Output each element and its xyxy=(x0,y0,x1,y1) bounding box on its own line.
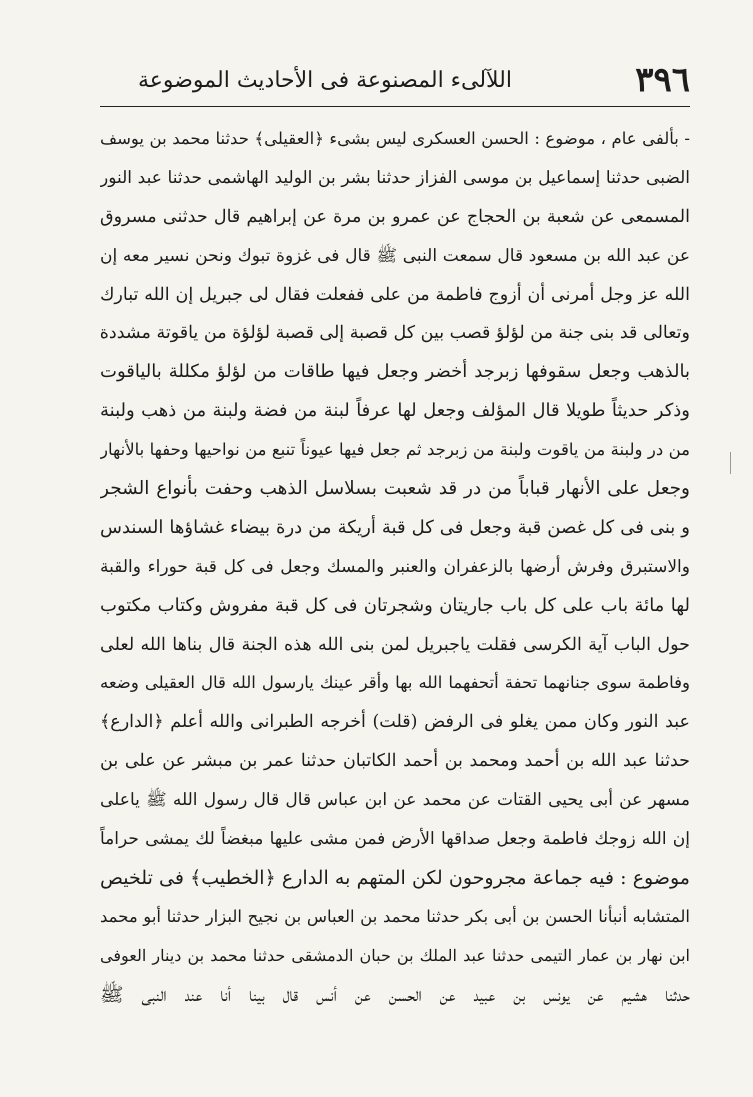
margin-mark xyxy=(730,452,731,474)
text-line: إن الله زوجك فاطمة وجعل صداقها الأرض فمن مشى عليها مبغضاً لك يمشى حراماً xyxy=(100,829,690,850)
text-line: من در ولبنة من ياقوت ولبنة من زبرجد ثم جعل فيها عيوناً تنبع من نواحيها وحفها بالأنهار xyxy=(100,440,690,460)
text-line: مسهر عن أبى يحيى القتات عن محمد عن ابن عباس قال قال رسول الله ﷺ ياعلى xyxy=(100,790,690,811)
header-rule xyxy=(100,106,690,107)
running-title: اللآلىء المصنوعة فى الأحاديث الموضوعة xyxy=(137,68,512,93)
text-line: حول الباب آية الكرسى فقلت ياجبريل لمن بنى الله هذه الجنة قال بناها الله لعلى xyxy=(100,634,690,655)
text-line: الله عز وجل أمرنى أن أزوج فاطمة من على ففعلت فقال لى جبريل إن الله تبارك xyxy=(100,284,690,305)
text-line: لها مائة باب على كل باب جاريتان وشجرتان فى كل قبة مفروش وكتاب مكتوب xyxy=(100,594,690,616)
text-line: موضوع : فيه جماعة مجروحون لكن المتهم به الدارع ﴿الخطيب﴾ فى تلخيص xyxy=(100,866,690,889)
text-line: وذكر حديثاً طويلا قال المؤلف وجعل لها عرفاً لبنة من فضة ولبنة من ذهب ولبنة xyxy=(100,400,690,422)
text-line: المتشابه أنبأنا الحسن بن أبى بكر حدثنا محمد بن العباس بن نجيح البزار حدثنا أبو محمد xyxy=(100,906,690,926)
text-line: الضبى حدثنا إسماعيل بن موسى الفزاز حدثنا بشر بن الوليد الهاشمى حدثنا عبد النور xyxy=(100,167,690,188)
page-number: ٣٩٦ xyxy=(635,60,690,100)
text-line: المسمعى عن شعبة بن الحجاج عن عمرو بن مرة عن إبراهيم قال حدثنى مسروق xyxy=(100,206,690,227)
text-line: و بنى فى كل غصن قبة وجعل فى كل قبة أريكة من درة بيضاء غشاؤها السندس xyxy=(100,516,690,538)
text-line: عبد النور وكان ممن يغلو فى الرفض (قلت) أخرجه الطبرانى والله أعلم ﴿الدارع﴾ xyxy=(100,712,690,733)
text-line: حدثنا هشيم عن يونس بن عبيد عن الحسن عن أنس قال بينا أنا عند النبى ﷺ xyxy=(100,982,690,1006)
text-line: - بألفى عام ، موضوع : الحسن العسكرى ليس بشىء ﴿العقيلى﴾ حدثنا محمد بن يوسف xyxy=(100,129,690,148)
text-line: ابن نهار بن عمار التيمى حدثنا عبد الملك بن حبان الدمشقى حدثنا محمد بن دينار العوفى xyxy=(100,945,690,965)
body-text xyxy=(100,120,690,1014)
text-line: والاستبرق وفرش أرضها بالزعفران والعنبر والمسك وجعل فى كل قبة حوراء والقبة xyxy=(100,556,690,577)
text-line: وتعالى قد بنى جنة من لؤلؤ قصب بين كل قصبة إلى قصبة لؤلؤة من ياقوتة مشددة xyxy=(100,323,690,344)
text-line: حدثنا عبد الله بن أحمد ومحمد بن أحمد الكاتبان حدثنا عمر بن مبشر عن على بن xyxy=(100,751,690,772)
text-line: وجعل على الأنهار قباباً من در قد شعبت بسلاسل الذهب وحفت بأنواع الشجر xyxy=(100,478,690,500)
text-line: وفاطمة سوى جنانهما تحفة أتحفهما الله بها وأقر عينك يارسول الله قال العقيلى وضعه xyxy=(100,673,690,693)
page-header xyxy=(100,56,690,102)
text-line: بالذهب وجعل سقوفها زبرجد أخضر وجعل فيها طاقات من لؤلؤ مكللة بالياقوت xyxy=(100,361,690,383)
text-line: عن عبد الله بن مسعود قال سمعت النبى ﷺ قال فى غزوة تبوك ونحن نسير معه إن xyxy=(100,245,690,266)
